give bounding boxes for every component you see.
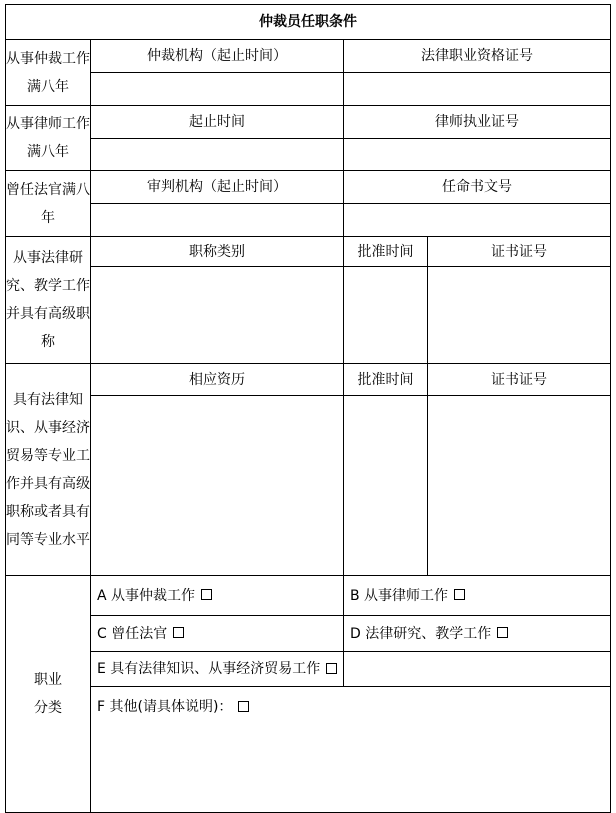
lawyer-label: 从事律师工作满八年 [6,106,91,171]
knowledge-col2-header: 批准时间 [344,364,428,396]
research-label: 从事法律研究、教学工作并具有高级职称 [6,237,91,364]
category-label [6,576,91,813]
research-col3-header: 证书证号 [428,237,611,267]
option-a[interactable] [91,576,344,616]
lawyer-license-field[interactable] [344,139,611,171]
knowledge-approval-field[interactable] [344,396,428,576]
arbitration-institution-field[interactable] [91,73,344,106]
knowledge-label: 具有法律知识、从事经济贸易等专业工作并具有高级职称或者具有同等专业水平 [6,364,91,576]
option-e-checkbox[interactable] [326,663,337,674]
lawyer-period-field[interactable] [91,139,344,171]
judge-appointment-field[interactable] [344,204,611,237]
option-f-checkbox[interactable] [238,701,249,712]
category-label-line1: 职业 [34,672,62,688]
option-e-extra-field [344,652,611,687]
knowledge-col1-header: 相应资历 [91,364,344,396]
judge-col2-header: 任命书文号 [344,171,611,204]
research-col1-header: 职称类别 [91,237,344,267]
option-a-label: A 从事仲裁工作 [97,587,196,604]
arbitrator-qualification-form [5,4,611,813]
option-b-label: B 从事律师工作 [350,587,449,604]
option-b-checkbox[interactable] [454,589,465,600]
knowledge-experience-field[interactable] [91,396,344,576]
option-e[interactable] [91,652,344,687]
arbitration-col2-header: 法律职业资格证号 [344,40,611,73]
option-d-checkbox[interactable] [497,627,508,638]
option-c-label: C 曾任法官 [97,625,168,642]
lawyer-col2-header: 律师执业证号 [344,106,611,139]
judge-court-field[interactable] [91,204,344,237]
option-f[interactable] [91,687,611,813]
judge-col1-header: 审判机构（起止时间） [91,171,344,204]
lawyer-col1-header: 起止时间 [91,106,344,139]
option-a-checkbox[interactable] [201,589,212,600]
option-c-checkbox[interactable] [173,627,184,638]
judge-label: 曾任法官满八年 [6,171,91,237]
knowledge-certificate-field[interactable] [428,396,611,576]
category-label-line2: 分类 [34,700,62,716]
option-b[interactable] [344,576,611,616]
option-c[interactable] [91,616,344,652]
arbitration-col1-header: 仲裁机构（起止时间） [91,40,344,73]
arbitration-certificate-field[interactable] [344,73,611,106]
research-approval-field[interactable] [344,267,428,364]
arbitration-label: 从事仲裁工作满八年 [6,40,91,106]
option-d[interactable] [344,616,611,652]
option-f-label: F 其他(请具体说明)： [97,699,233,715]
research-col2-header: 批准时间 [344,237,428,267]
research-certificate-field[interactable] [428,267,611,364]
knowledge-col3-header: 证书证号 [428,364,611,396]
research-title-field[interactable] [91,267,344,364]
option-e-label: E 具有法律知识、从事经济贸易工作 [97,661,321,677]
option-d-label: D 法律研究、教学工作 [350,625,492,642]
form-title: 仲裁员任职条件 [6,5,611,40]
